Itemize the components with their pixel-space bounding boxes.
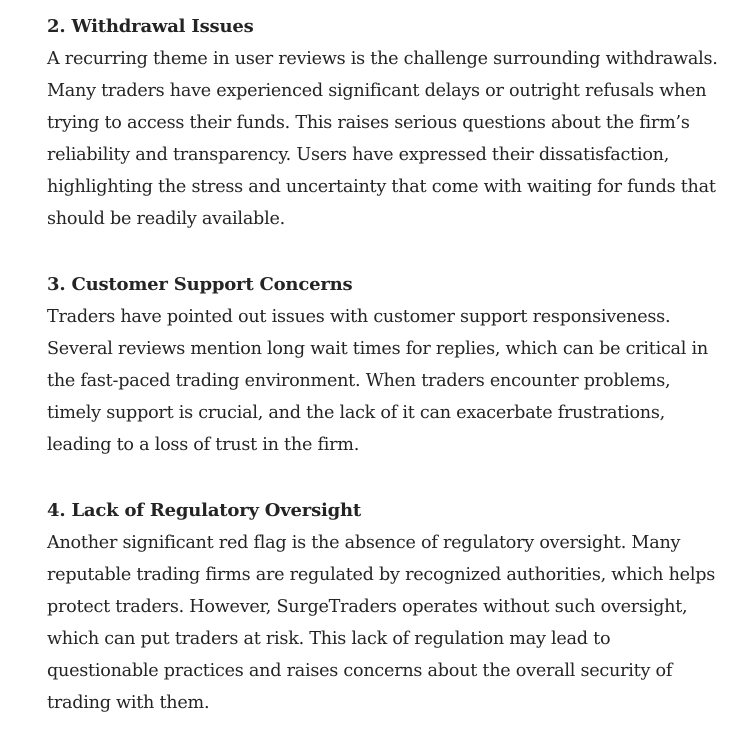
paragraph-line: highlighting the stress and uncertainty that come with waiting for funds that (47, 177, 716, 197)
paragraph-line: trying to access their funds. This raises serious questions about the firm’s (47, 113, 690, 133)
paragraph-line: A recurring theme in user reviews is the challenge surrounding withdrawals. (47, 49, 718, 69)
section-heading: 2. Withdrawal Issues (47, 16, 254, 37)
section-paragraph (47, 301, 747, 461)
paragraph-line: trading with them. (47, 693, 210, 713)
paragraph-line: Many traders have experienced significant delays or outright refusals when (47, 81, 707, 101)
paragraph-line: which can put traders at risk. This lack of regulation may lead to (47, 629, 611, 649)
paragraph-line: reliability and transparency. Users have expressed their dissatisfaction, (47, 145, 670, 165)
section-withdrawal-issues (47, 11, 747, 235)
section-customer-support (47, 269, 747, 461)
section-regulatory-oversight (47, 495, 747, 719)
paragraph-line: the fast-paced trading environment. When traders encounter problems, (47, 371, 671, 391)
section-heading: 4. Lack of Regulatory Oversight (47, 500, 362, 521)
paragraph-line: Traders have pointed out issues with customer support responsiveness. (47, 307, 671, 327)
section-heading: 3. Customer Support Concerns (47, 274, 353, 295)
paragraph-line: protect traders. However, SurgeTraders operates without such oversight, (47, 597, 688, 617)
section-paragraph (47, 43, 747, 235)
paragraph-line: Several reviews mention long wait times for replies, which can be critical in (47, 339, 708, 359)
paragraph-line: timely support is crucial, and the lack of it can exacerbate frustrations, (47, 403, 666, 423)
paragraph-line: reputable trading firms are regulated by recognized authorities, which helps (47, 565, 715, 585)
paragraph-line: questionable practices and raises concerns about the overall security of (47, 661, 673, 681)
paragraph-line: should be readily available. (47, 209, 285, 229)
article-body (47, 11, 747, 753)
paragraph-line: leading to a loss of trust in the firm. (47, 435, 360, 455)
section-paragraph (47, 527, 747, 719)
paragraph-line: Another significant red flag is the absence of regulatory oversight. Many (47, 533, 681, 553)
